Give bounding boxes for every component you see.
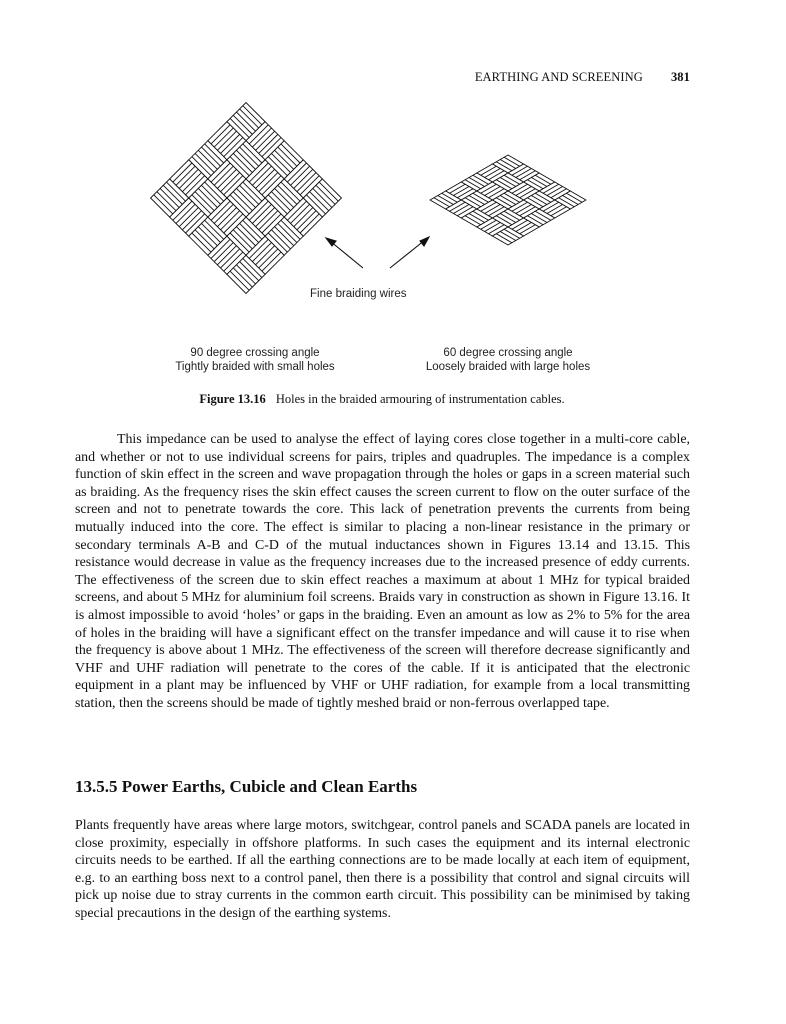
figure-caption-text: Holes in the braided armouring of instrumentation cables. <box>275 392 565 406</box>
running-title: EARTHING AND SCREENING <box>474 70 643 84</box>
right-braid-label <box>408 347 608 373</box>
body-paragraph: Plants frequently have areas where large motors, switchgear, control panels and SCADA panels are located in close proximity, especially in offshore platforms. In such cases the equipment and its internal electronic circuits needs to be earthed. If all the earthing connections are to be made locally at each item of equipment, e.g. to an earthing boss next to a control panel, then there is a possibility that control and signal circuits will pick up noise due to stray currents in the common earth circuit. This possibility can be minimised by taking special precautions in the design of the earthing systems. <box>75 818 690 921</box>
section-heading: 13.5.5 Power Earths, Cubicle and Clean Earths <box>75 777 418 796</box>
loose-braid-60-degree <box>430 155 586 245</box>
body-paragraph: This impedance can be used to analyse the effect of laying cores close together in a multi-core cable, and whether or not to use individual screens for pairs, triples and quadruples. The impedance is a complex function of skin effect in the screen and wave propagation through the holes or gaps in a screen material such as braiding. As the frequency rises the skin effect causes the screen current to flow on the outer surface of the screen and not to penetrate towards the core. This lack of penetration prevents the currents from being mutually induced into the core. The effect is similar to placing a non-linear resistance in the primary or secondary terminals A-B and C-D of the mutual inductances shown in Figures 13.14 and 13.15. This resistance would decrease in value as the frequency increases due to the increased presence of eddy currents. The effectiveness of the screen due to skin effect reaches a maximum at about 1 MHz for typical braided screens, and about 5 MHz for aluminium foil screens. Braids vary in construction as shown in Figure 13.16. It is almost impossible to avoid ‘holes’ or gaps in the braiding. Even an amount as low as 2% to 5% for the area of holes in the braiding will have a significant effect on the transfer impedance and will cause it to rise when the frequency is above about 1 MHz. The effectiveness of the screen will therefore decrease significantly and VHF and UHF radiation will penetrate to the cores of the cable. If it is anticipated that the electronic equipment in a plant may be influenced by VHF or UHF radiation, for example from a local transmitting station, then the screens should be made of tightly meshed braid or non-ferrous overlapped tape. <box>75 432 690 711</box>
right-arrowhead-icon <box>420 237 429 246</box>
right-braid-angle: 60 degree crossing angle <box>443 347 573 359</box>
braid-diagram <box>0 100 786 390</box>
figure-number: Figure 13.16 <box>199 392 266 406</box>
left-braid-angle: 90 degree crossing angle <box>190 347 320 359</box>
figure-caption <box>74 392 690 407</box>
braid-figure <box>0 100 786 390</box>
left-braid-label <box>155 347 355 373</box>
left-pointer-arrow <box>330 241 363 268</box>
page-number: 381 <box>670 70 690 84</box>
left-braid-description: Tightly braided with small holes <box>175 361 335 373</box>
right-braid-description: Loosely braided with large holes <box>425 361 591 373</box>
right-pointer-arrow <box>390 240 425 268</box>
pointer-arrows <box>326 237 429 268</box>
pointer-label: Fine braiding wires <box>310 288 407 300</box>
running-header <box>74 70 690 85</box>
tight-braid-90-degree <box>151 103 342 294</box>
